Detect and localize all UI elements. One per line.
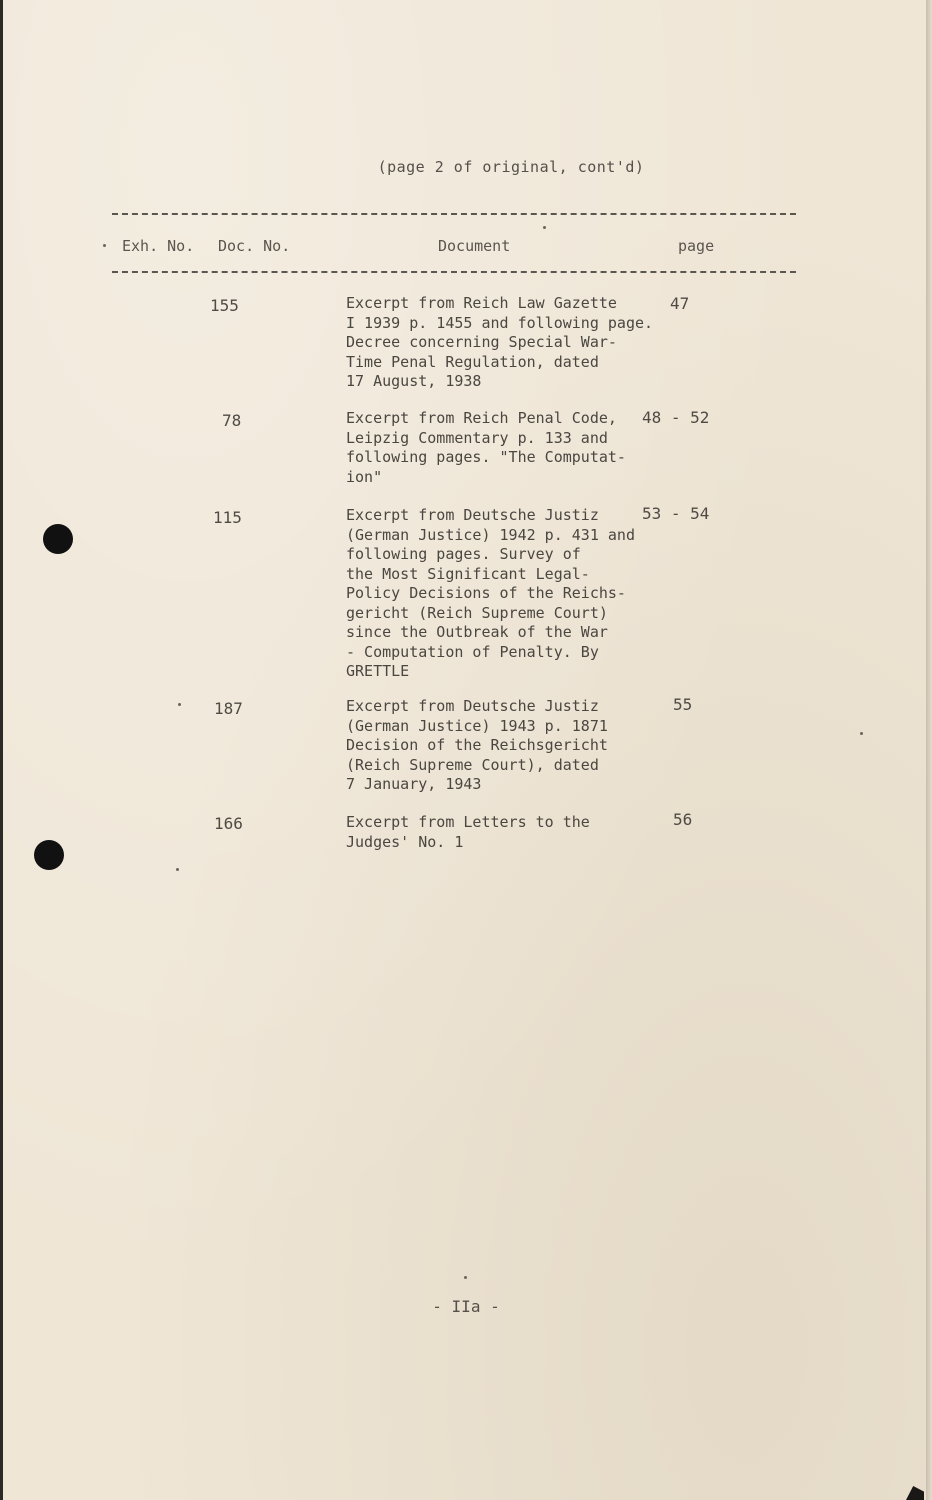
punch-hole: [43, 524, 73, 554]
continuation-header: (page 2 of original, cont'd): [377, 158, 645, 176]
paper-speck: [178, 703, 181, 706]
paper-speck: [543, 226, 546, 229]
entry-exh-no: 78: [222, 411, 242, 430]
entry-description: Excerpt from Reich Law Gazette I 1939 p. 1455 and following page. Decree concerning Special War- Time Penal Regulation, dated 17 August, 1938: [346, 294, 654, 390]
punch-hole: [34, 840, 64, 870]
paper-speck: [464, 1276, 467, 1279]
paper-speck: [176, 868, 179, 871]
left-edge-shadow: [0, 0, 3, 1500]
column-doc-no: Doc. No.: [218, 237, 291, 255]
entry-page: 48 - 52: [642, 408, 710, 427]
entry-page: 56: [673, 810, 693, 829]
entry-page: 55: [673, 695, 693, 714]
entry-page: 47: [670, 294, 690, 313]
column-document: Document: [438, 237, 511, 255]
entry-exh-no: 155: [210, 296, 239, 315]
paper-speck: [103, 244, 106, 247]
entry-description: Excerpt from Deutsche Justiz (German Justice) 1942 p. 431 and following pages. Survey of the Most Significant Legal- Policy Decisions of the Reichs- gericht (Reich Supreme Court) since the Outbreak of the War - Computation of Penalty. By GRETTLE: [346, 506, 635, 680]
top-dashed-rule: [112, 213, 796, 215]
entry-exh-no: 115: [213, 508, 242, 527]
entry-exh-no: 187: [214, 699, 243, 718]
entry-description: Excerpt from Letters to the Judges' No. 1: [346, 813, 590, 851]
entry-page: 53 - 54: [642, 504, 710, 523]
column-page: page: [678, 237, 715, 255]
corner-mark: [906, 1486, 924, 1500]
paper-speck: [860, 732, 863, 735]
column-exh-no: Exh. No.: [122, 237, 195, 255]
entry-description: Excerpt from Reich Penal Code, Leipzig Commentary p. 133 and following pages. "The Computat- ion": [346, 409, 626, 486]
header-dashed-rule: [112, 271, 796, 273]
entry-exh-no: 166: [214, 814, 243, 833]
entry-description: Excerpt from Deutsche Justiz (German Justice) 1943 p. 1871 Decision of the Reichsgericht (Reich Supreme Court), dated 7 January, 1943: [346, 697, 608, 793]
right-edge-shadow: [926, 0, 932, 1500]
page-number-footer: - IIa -: [432, 1297, 500, 1316]
